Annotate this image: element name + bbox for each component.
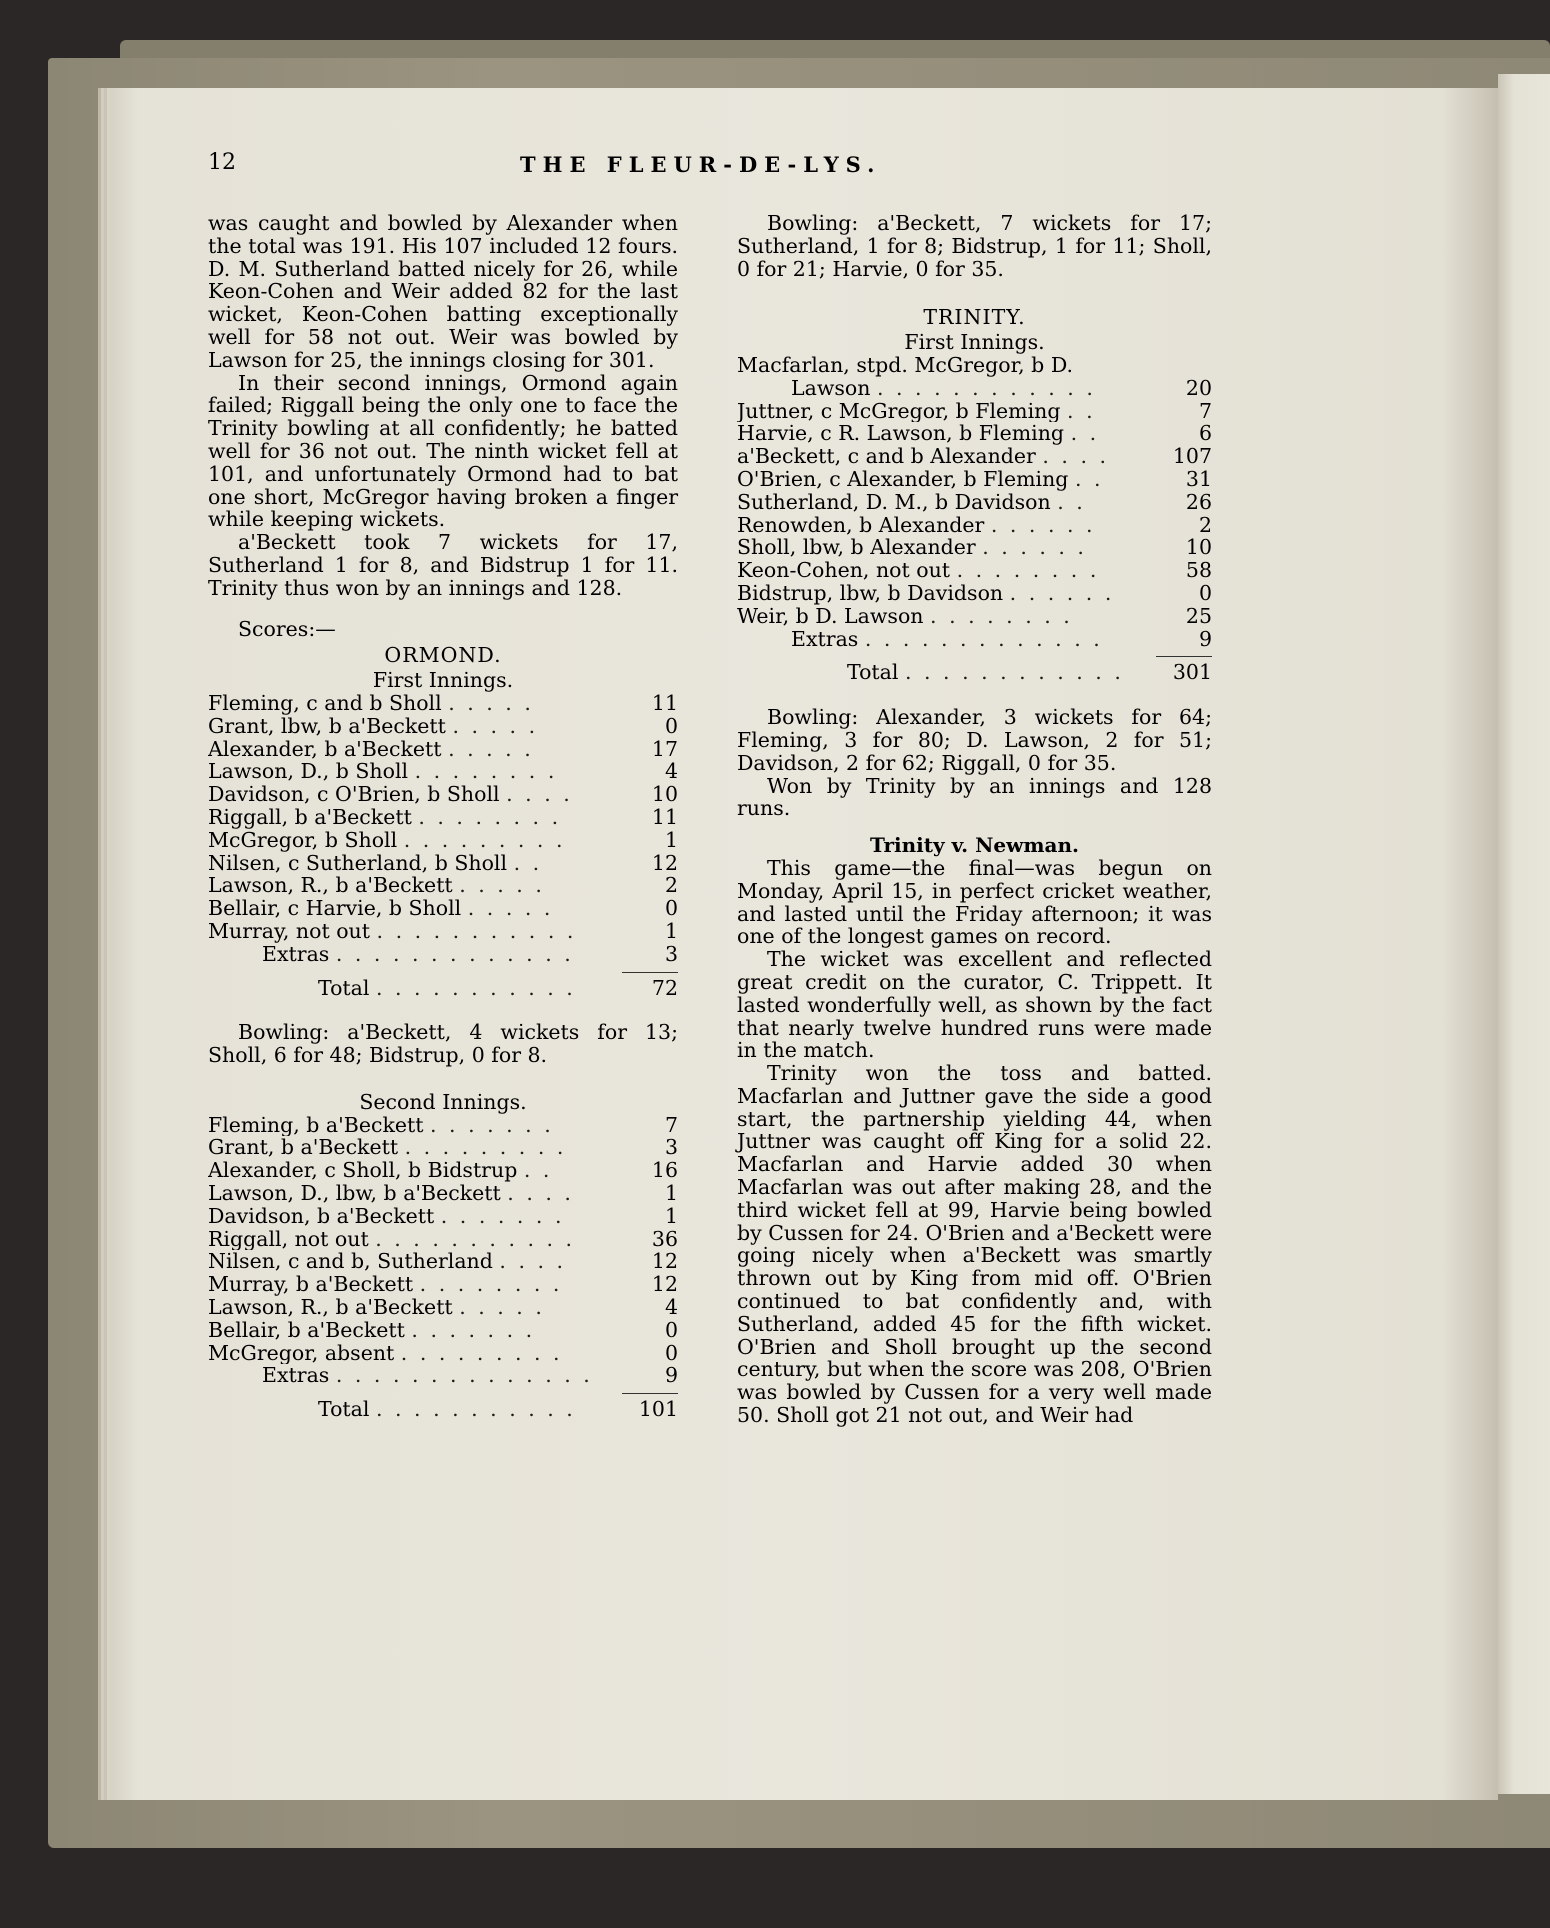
page-number: 12	[208, 150, 236, 175]
runs-value: 36	[651, 1226, 678, 1251]
scorecard-row	[208, 760, 678, 783]
leader-dots: . . . . . . . .	[930, 604, 1073, 628]
leader-dots: . . . .	[506, 783, 573, 806]
leader-dots: . . . .	[499, 1250, 567, 1274]
batsman-entry: Bellair, c Harvie, b Sholl	[208, 897, 462, 920]
runs-value: 11	[651, 690, 678, 715]
leader-dots: . . . . .	[459, 874, 545, 898]
batsman-entry: Sholl, lbw, b Alexander	[737, 536, 976, 560]
bowling-summary: Bowling: a'Beckett, 4 wickets for 13; Sholl, 6 for 48; Bidstrup, 0 for 8.	[208, 1020, 678, 1068]
leader-dots: . . . . .	[452, 714, 539, 738]
running-head: THE FLEUR-DE-LYS.	[520, 152, 882, 177]
total-rule	[622, 1393, 678, 1394]
runs-value: 0	[664, 1340, 678, 1365]
batsman-entry: Juttner, c McGregor, b Fleming	[737, 399, 1061, 423]
batsman-entry: Bellair, b a'Beckett	[208, 1318, 405, 1342]
scorecard-row	[208, 1205, 678, 1228]
scorecard-row	[737, 400, 1212, 423]
scorecard-row	[208, 897, 678, 920]
runs-value: 58	[1185, 558, 1212, 583]
scorecard-row	[737, 422, 1212, 445]
batsman-entry: McGregor, absent	[208, 1341, 395, 1365]
batsman-entry: Davidson, b a'Beckett	[208, 1204, 435, 1228]
match-report-paragraph: This game—the final—was begun on Monday, April 15, in perfect cricket weather, and lasted until the Friday afternoon; it was one of the longest games on record.	[737, 855, 1212, 949]
leader-dots: . . . . . . .	[430, 1113, 554, 1137]
runs-value: 1	[664, 827, 678, 852]
leader-dots: . . . . . . . .	[418, 805, 562, 829]
ormond-first-innings-scorecard	[208, 692, 678, 943]
batsman-entry: Murray, not out	[208, 919, 370, 943]
innings-heading: Second Innings.	[359, 1089, 527, 1114]
leader-dots: . . . . .	[448, 737, 534, 761]
batsman-entry: Grant, b a'Beckett	[208, 1136, 399, 1160]
match-heading: Trinity v. Newman.	[870, 833, 1079, 858]
scorecard-row	[208, 874, 678, 897]
runs-value: 11	[651, 804, 678, 829]
runs-value: 4	[664, 759, 678, 784]
right-column	[737, 212, 1212, 1427]
innings-heading: First Innings.	[372, 668, 514, 693]
runs-value: 1	[664, 1181, 678, 1206]
trinity-first-innings-scorecard	[737, 400, 1212, 628]
runs-value: 4	[664, 1295, 678, 1320]
batsman-entry: Lawson, R., b a'Beckett	[208, 1296, 453, 1319]
batsman-entry: Lawson, D., lbw, b a'Beckett	[208, 1182, 501, 1205]
leader-dots: . . . . . . . .	[414, 760, 558, 784]
ormond-second-innings-scorecard	[208, 1114, 678, 1365]
team-heading-trinity: TRINITY.	[923, 305, 1026, 330]
runs-value: 2	[1198, 512, 1212, 537]
leader-dots: . .	[513, 851, 543, 875]
batsman-entry: Nilsen, c and b, Sutherland	[208, 1250, 493, 1274]
runs-value: 17	[651, 736, 678, 761]
batsman-entry: Murray, b a'Beckett	[208, 1273, 414, 1297]
runs-value: 12	[651, 850, 678, 875]
extras-row: Extras . . . . . . . . . . . . . . 9	[262, 1363, 678, 1388]
leader-dots: . .	[1067, 399, 1096, 423]
total-row: Total . . . . . . . . . . . 101	[318, 1397, 678, 1422]
intro-paragraph: was caught and bowled by Alexander when the total was 191. His 107 included 12 fours. D. M. Sutherland batted nicely for 26, while Keon-Cohen and Weir added 82 for the last wicket, Keon-Cohen batting exceptionally well for 58 not out. Weir was bowled by Lawson for 25, the innings closing for 301.	[208, 211, 678, 372]
match-report-paragraph: The wicket was excellent and reflected great credit on the curator, C. Trippett. It lasted wonderfully well, as shown by the fact that nearly twelve hundred runs were made in the match.	[737, 947, 1212, 1063]
leader-dots: . . . . . . . . .	[403, 828, 566, 852]
extras-row: Extras . . . . . . . . . . . . . 9	[791, 626, 1212, 651]
leader-dots: . .	[1074, 467, 1104, 491]
scorecard-row	[208, 920, 678, 943]
total-row: Total . . . . . . . . . . . 72	[318, 975, 678, 1000]
leader-dots: . . . . . . . .	[419, 1273, 563, 1297]
leader-dots: . . . . . . . . . . .	[375, 1227, 576, 1251]
leader-dots: . .	[523, 1159, 553, 1183]
runs-value: 0	[664, 896, 678, 921]
runs-value: 12	[651, 1272, 678, 1297]
batsman-entry: Sutherland, D. M., b Davidson	[737, 490, 1051, 514]
leader-dots: . . . . . . .	[440, 1204, 565, 1228]
leader-dots: . . . .	[507, 1182, 574, 1205]
runs-value: 10	[1185, 535, 1212, 560]
runs-value: 0	[664, 713, 678, 738]
runs-value: 3	[664, 1135, 678, 1160]
scorecard-row	[737, 514, 1212, 537]
total-rule	[622, 972, 678, 973]
runs-value: 1	[664, 918, 678, 943]
batsman-entry: Bidstrup, lbw, b Davidson	[737, 581, 1004, 605]
intro-paragraph: In their second innings, Ormond again failed; Riggall being the only one to face the Trinity bowling at all confidently; he batted well for 36 not out. The ninth wicket fell at 101, and unfortunately Ormond had to bat one short, McGregor having broken a finger while keeping wickets.	[208, 370, 678, 532]
leader-dots: . .	[1070, 422, 1100, 446]
leader-dots: . . . . .	[467, 897, 554, 920]
leader-dots: . . . . . . . . .	[400, 1341, 563, 1365]
leader-dots: . . . . .	[459, 1296, 545, 1319]
scorecard-row	[737, 468, 1212, 491]
scorecard-row	[208, 783, 678, 806]
runs-value: 2	[664, 873, 678, 898]
scorecard-row	[208, 852, 678, 875]
runs-value: 1	[664, 1203, 678, 1228]
scorecard-row	[208, 1319, 678, 1342]
scorecard-row	[737, 491, 1212, 514]
scores-label: Scores:—	[238, 616, 336, 641]
batsman-entry: Alexander, c Sholl, b Bidstrup	[208, 1159, 518, 1183]
team-heading-ormond: ORMOND.	[384, 643, 502, 668]
runs-value: 0	[1198, 580, 1212, 605]
match-report-paragraph: Trinity won the toss and batted. Macfarlan and Juttner gave the side a good start, the partnership yielding 44, when Juttner was caught off King for a solid 22. Macfarlan and Harvie added 30 when Macfarlan was out after making 28, and the third wicket fell at 99, Harvie being bowled by Cussen for 24. O'Brien and a'Beckett were going nicely when a'Beckett was smartly thrown out by King from mid off. O'Brien continued to bat confidently and, with Sutherland, added 45 for the fifth wicket. O'Brien and Sholl brought up the second century, but when the score was 208, O'Brien was bowled by Cussen for a very well made 50. Sholl got 21 not out, and Weir had	[737, 1061, 1212, 1428]
batsman-entry: Weir, b D. Lawson	[737, 604, 924, 628]
runs-value: 7	[1198, 398, 1212, 423]
runs-value: 12	[651, 1249, 678, 1274]
total-rule	[1156, 656, 1212, 657]
scorecard-row	[208, 1250, 678, 1273]
batsman-entry: Lawson, R., b a'Beckett	[208, 874, 453, 898]
leader-dots: . . . . . . . . . . .	[376, 919, 577, 943]
bowling-summary: Bowling: a'Beckett, 7 wickets for 17; Sutherland, 1 for 8; Bidstrup, 1 for 11; Sholl, 0 for 21; Harvie, 0 for 35.	[737, 211, 1212, 281]
batsman-entry: Harvie, c R. Lawson, b Fleming	[737, 422, 1065, 446]
scorecard-row: Lawson . . . . . . . . . . . . 20	[791, 375, 1212, 400]
runs-value: 26	[1185, 489, 1212, 514]
batsman-entry: Grant, lbw, b a'Beckett	[208, 714, 446, 738]
scorecard-row	[208, 1114, 678, 1137]
scorecard-row	[208, 1159, 678, 1182]
facing-page-edge	[1498, 74, 1550, 1794]
batting-line: Macfarlan, stpd. McGregor, b D.	[737, 352, 1074, 377]
runs-value: 6	[1198, 421, 1212, 446]
runs-value: 25	[1185, 603, 1212, 628]
innings-heading: First Innings.	[904, 330, 1045, 355]
batsman-entry: Davidson, c O'Brien, b Sholl	[208, 783, 500, 806]
scorecard-row	[208, 1136, 678, 1159]
scorecard-row	[208, 1228, 678, 1251]
leader-dots: . . . . . .	[990, 513, 1096, 537]
runs-value: 107	[1172, 444, 1212, 469]
bowling-summary: Bowling: Alexander, 3 wickets for 64; Fleming, 3 for 80; D. Lawson, 2 for 51; Davidson, 2 for 62; Riggall, 0 for 35.	[737, 705, 1212, 775]
leader-dots: . . . . . .	[1009, 581, 1115, 605]
scorecard-row	[737, 445, 1212, 468]
batsman-entry: Riggall, not out	[208, 1227, 369, 1251]
scorecard-row	[208, 1273, 678, 1296]
batsman-entry: McGregor, b Sholl	[208, 828, 398, 852]
leader-dots: . . . . . . .	[411, 1318, 536, 1342]
runs-value: 31	[1185, 466, 1212, 491]
scorecard-row	[208, 1342, 678, 1365]
runs-value: 0	[664, 1317, 678, 1342]
leader-dots: . . . . . . . . .	[404, 1136, 567, 1160]
runs-value: 7	[664, 1112, 678, 1137]
leader-dots: . . . . . .	[982, 536, 1087, 560]
batsman-entry: Lawson, D., b Sholl	[208, 760, 409, 784]
batsman-entry: Riggall, b a'Beckett	[208, 805, 412, 829]
batsman-entry: Fleming, c and b Sholl	[208, 691, 442, 715]
total-row: Total . . . . . . . . . . . . 301	[847, 660, 1212, 685]
batsman-entry: O'Brien, c Alexander, b Fleming	[737, 467, 1069, 491]
batsman-entry: a'Beckett, c and b Alexander	[737, 445, 1036, 468]
runs-value: 10	[651, 782, 678, 807]
scorecard-row	[737, 605, 1212, 628]
scorecard-row	[208, 829, 678, 852]
leader-dots: . . . . .	[448, 691, 534, 715]
leader-dots: . . . .	[1042, 445, 1109, 468]
scorecard-row	[208, 1296, 678, 1319]
batsman-entry: Fleming, b a'Beckett	[208, 1113, 424, 1137]
scorecard-row	[208, 715, 678, 738]
leader-dots: . . . . . . . .	[956, 559, 1100, 582]
scorecard-row	[208, 1182, 678, 1205]
runs-value: 16	[651, 1158, 678, 1183]
scorecard-row	[737, 536, 1212, 559]
leader-dots: . .	[1057, 490, 1086, 514]
batsman-entry: Renowden, b Alexander	[737, 513, 985, 537]
batsman-entry: Keon-Cohen, not out	[737, 559, 951, 582]
batsman-entry: Alexander, b a'Beckett	[208, 737, 442, 761]
scorecard-row	[208, 806, 678, 829]
match-result: Won by Trinity by an innings and 128 runs.	[737, 773, 1212, 821]
intro-paragraph: a'Beckett took 7 wickets for 17, Sutherland 1 for 8, and Bidstrup 1 for 11. Trinity thus won by an innings and 128.	[208, 530, 678, 600]
scorecard-row	[208, 738, 678, 761]
extras-row: Extras . . . . . . . . . . . . . 3	[262, 941, 678, 966]
scorecard-row	[737, 559, 1212, 582]
scorecard-row	[208, 692, 678, 715]
scorecard-row	[737, 582, 1212, 605]
batsman-entry: Nilsen, c Sutherland, b Sholl	[208, 851, 508, 875]
left-column	[208, 212, 678, 1421]
